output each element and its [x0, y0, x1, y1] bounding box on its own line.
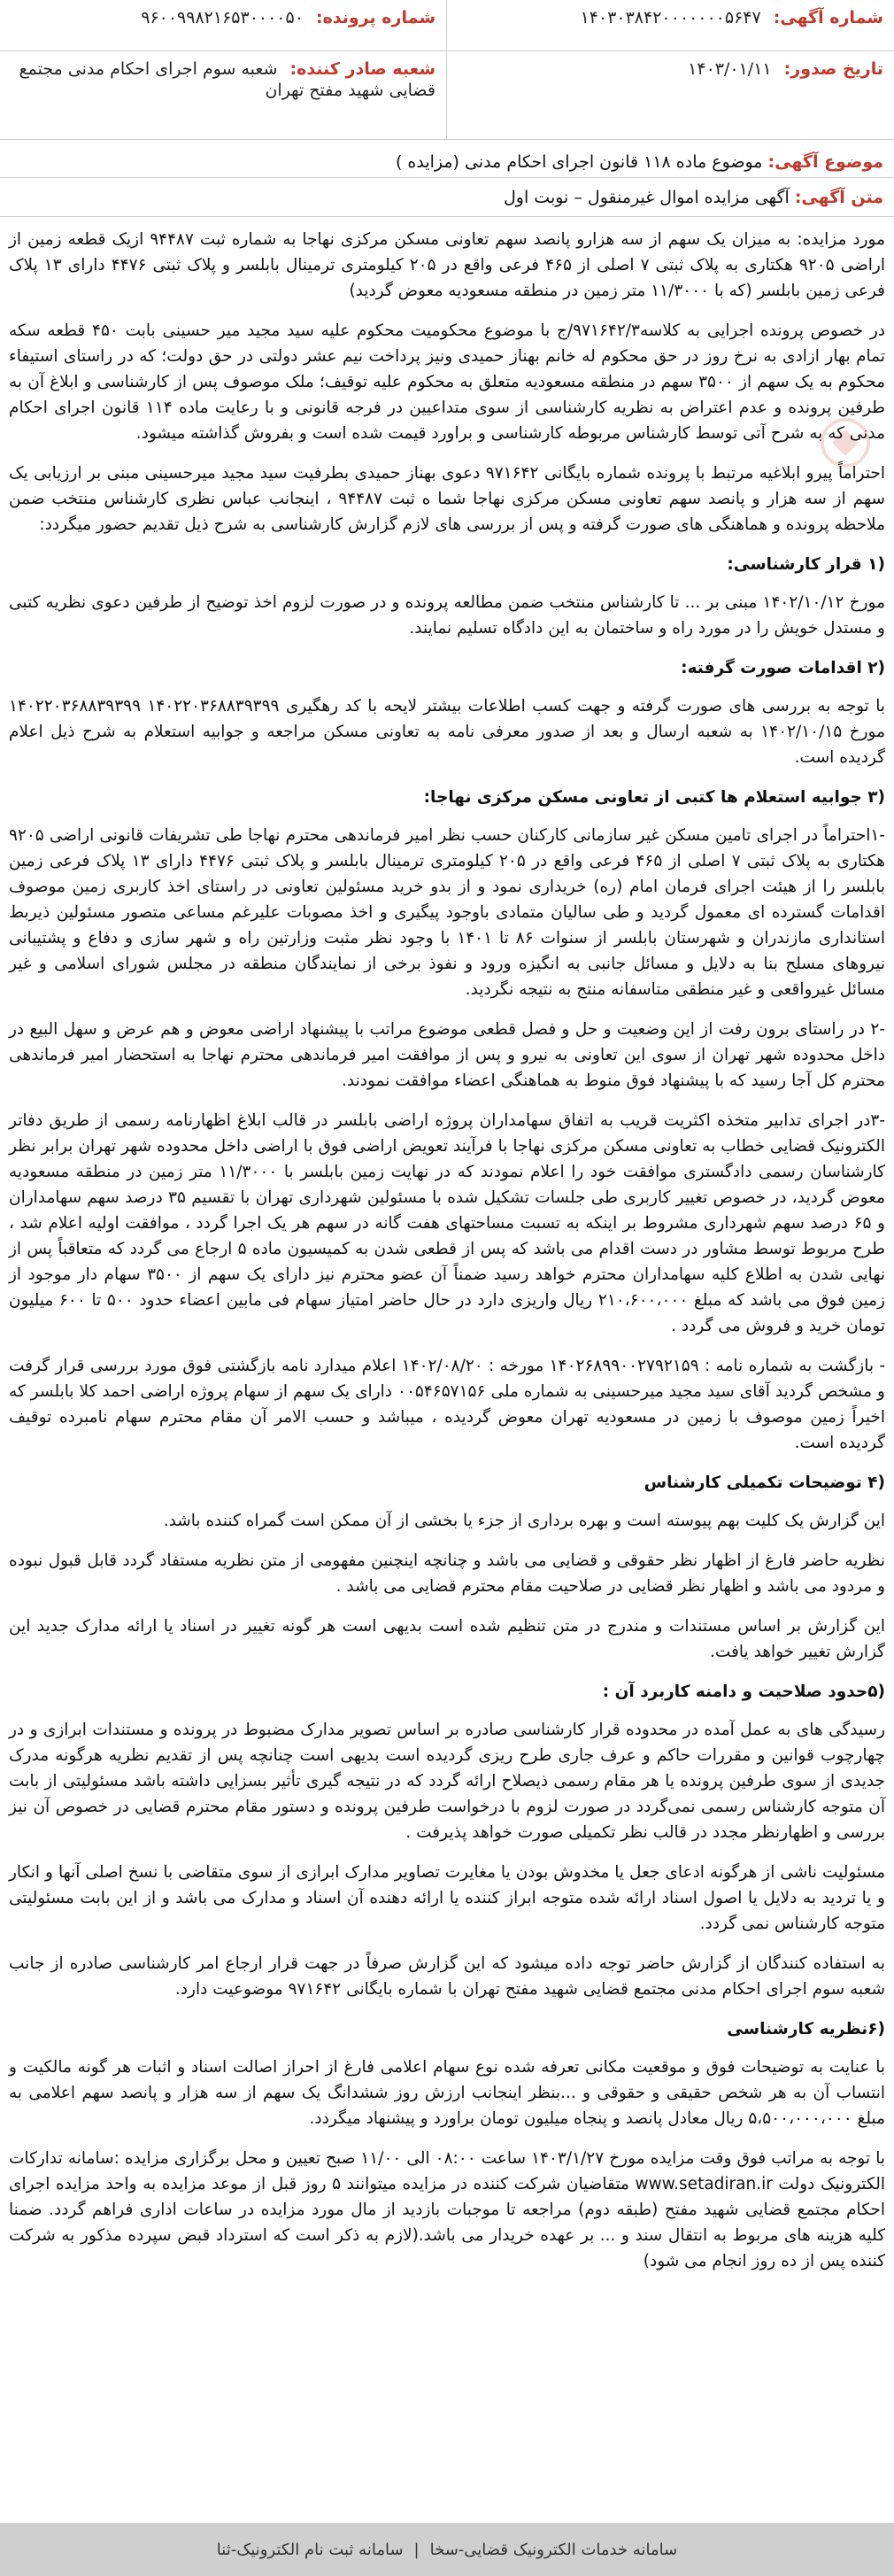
notice-content	[9, 227, 885, 2288]
paragraph: با توجه به مراتب فوق وقت مزایده مورخ ۱۴۰۳/۱/۲۷ ساعت ۰۸:۰۰ الی ۱۱/۰۰ صبح تعیین و محل برگزاری مزایده :سامانه تدارکات الکترونیک دولت www.setadiran.ir متقاضیان شرکت کننده در مزایده میتوانند ۵ روز قبل از موعد مزایده به واحد مزایده اجرای احکام مجتمع قضایی شهید مفتح (طبقه دوم) مراجعه تا موجبات بازدید از مال مورد مزایده در ساعات اداری فراهم گردد. ضمنا کلیه هزینه های مربوط به انتقال سند و ... بر عهده خریدار می باشد.(لازم به ذکر است که استرداد قبض سپرده مذکور به شرکت کننده پس از ده روز انجام می شود)	[9, 2149, 886, 2270]
case-number-label: شماره پرونده:	[315, 8, 435, 27]
paragraph: به استفاده کنندگان از گزارش حاضر توجه داده میشود که این گزارش صرفاً در جهت قرار ارجاع امر کارشناسی صادره از جانب شعبه سوم اجرای احکام مدنی مجتمع قضایی شهید مفتح تهران با شماره بایگانی ۹۷۱۶۴۲ موضوعیت دارد.	[9, 1954, 885, 1999]
notice-body-title	[504, 186, 883, 209]
subject-text: موضوع ماده ۱۱۸ قانون اجرای احکام مدنی (مزایده )	[395, 152, 763, 172]
issuing-branch-cell	[0, 51, 447, 140]
footer-bar	[0, 2523, 894, 2576]
case-number-cell	[0, 0, 447, 51]
section-heading: (۲ اقدامات صورت گرفته:	[681, 659, 885, 677]
section-heading: (۵حدود صلاحیت و دامنه کاربرد آن :	[602, 1683, 885, 1701]
footer-link-sana[interactable]: سامانه ثبت نام الکترونیک-ثنا	[216, 2540, 404, 2559]
issue-date-value: ۱۴۰۳/۰۱/۱۱	[688, 59, 772, 79]
paragraph: رسیدگی های به عمل آمده در محدوده قرار کارشناسی صادره بر اساس تصویر مدارک مضبوط در پرونده و مستندات ابرازی و در چهارچوب قوانین و مقررات حاکم و عرف جاری طرح ریزی گردیده است بدیهی است چنانچه پس از تقدیم نظریه هرگونه مدرک جدیدی از سوی طرفین پرونده یا هر مقام رسمی ذیصلاح ارائه گردد که در نتیجه گیری تأثیر بسزایی داشته باشد مسئولیتی از بابت آن متوجه کارشناس رسمی نمی‌گردد در صورت لزوم با درخواست طرفین پرونده و دستور مقام محترم قضایی در خصوص آن نیز بررسی و اظهارنظر مجدد در قالب نظر تکمیلی صورت خواهد پذیرفت .	[9, 1721, 885, 1842]
paragraph: احتراماً پیرو ابلاغیه مرتبط با پرونده شماره بایگانی ۹۷۱۶۴۲ دعوی بهناز حمیدی بطرفیت سید مجید میرحسینی مبنی بر ارزیابی یک سهم از سه هزار و پانصد سهم تعاونی مسکن مرکزی نهاجا شما ه ثبت ۹۴۴۸۷ ، اینجانب عباس نظری کارشناس منتخب ضمن ملاحظه پرونده و هماهنگی های صورت گرفته و پس از بررسی های لازم گزارش کارشناسی به شرح ذیل تقدیم حضور میگردد:	[9, 464, 885, 534]
body-title-text: آگهی مزایده اموال غیرمنقول – نوبت اول	[504, 188, 790, 207]
paragraph: - بازگشت به شماره نامه : ۱۴۰۲۶۸۹۹۰۰۲۷۹۲۱۵۹ مورخه : ۱۴۰۲/۰۸/۲۰ اعلام میدارد نامه بازگشتی فوق مورد بررسی قرار گرفت و مشخص گردید آقای سید مجید میرحسینی به شماره ملی ۰۰۵۴۶۵۷۱۵۶ دارای یک سهم از سهام پروژه اراضی احمد کلا بابلسر که اخیراً زمین موصوف با زمین در مسعودیه تهران معوض گردیده ، میباشد و حسب الامر آن مقام محترم سهام نامبرده توقیف گردیده است.	[9, 1357, 886, 1452]
divider	[0, 177, 894, 178]
footer-link-sakha[interactable]: سامانه خدمات الکترونیک قضایی-سخا	[429, 2540, 678, 2559]
notice-number-cell	[447, 0, 894, 51]
notice-number-label: شماره آگهی:	[773, 8, 883, 27]
header-row-2	[0, 51, 894, 140]
notice-subject	[396, 151, 883, 174]
paragraph: این گزارش بر اساس مستندات و مندرج در متن تنظیم شده است بدیهی است هر گونه تغییر در اسناد یا ارائه مدارک جدید این گزارش تغییر خواهد یافت.	[9, 1617, 885, 1661]
paragraph: -۲ در راستای برون رفت از این وضعیت و حل و فصل قطعی موضوع مراتب با پیشنهاد اراضی معوض و هم عرض و سهل البیع در داخل محدوده شهر تهران از سوی این تعاونی به نیرو و پس از موافقت امیر فرماندهی محترم نهاجا به استحضار امیر فرماندهی محترم کل آجا رسید که با پیشنهاد فوق منوط به هماهنگی اعضاء موافقت نمودند.	[9, 1020, 885, 1090]
issue-date-cell	[447, 51, 894, 140]
paragraph: -۱احتراماً در اجرای تامین مسکن غیر سازمانی کارکنان حسب نظر امیر فرماندهی محترم نهاجا طی تشریفات قانونی اراضی ۹۲۰۵ هکتاری به پلاک ثبتی ۷ اصلی از ۴۶۵ فرعی واقع در ۲۰۵ کیلومتری ترمینال بابلسر و پلاک ثبتی ۴۴۷۶ دارای ۱۳ پلاک فرعی زمین بابلسر را از هیئت اجرای فرمان امام (ره) خریداری نمود و از بدو خرید مسئولین تعاونی در راستای اخذ کاربری زمین موصوف اقدامات گسترده ای معمول گردید و طی سالیان متمادی باوجود پیگیری و اخذ مصوبات علیرغم مساعی متصور مسئولین ذیربط استانداری مازندران و شهرستان بابلسر از سنوات ۸۶ تا ۱۴۰۱ با وجود نظر مثبت وزارتین راه و شهر سازی و دفاع و پشتیبانی نیروهای مسلح بنا به دلایل و مسائل جانبی به انگیزه ورود و نفوذ برخی از نمایندگان منطقه در مجلس شورای اسلامی و غیر مسائل غیرواقعی و غیر منطقی متاسفانه منتج به نتیجه نگردید.	[9, 826, 886, 999]
paragraph: با توجه به بررسی های صورت گرفته و جهت کسب اطلاعات بیشتر لایحه با کد رهگیری ۱۴۰۲۲۰۳۶۸۸۳۹۳۹۹ ۱۴۰۲۲۰۳۶۸۸۳۹۳۹۹ مورخ ۱۴۰۲/۱۰/۱۵ به شعبه ارسال و بعد از صدور معرفی نامه به تعاونی مسکن مراجعه و جوابیه استعلام به شرح ذیل اعلام گردیده است.	[9, 697, 885, 767]
issuing-branch-label: شعبه صادر کننده:	[289, 59, 435, 79]
section-heading: (۴ توضیحات تکمیلی کارشناس	[644, 1474, 885, 1492]
paragraph: در خصوص پرونده اجرایی به کلاسه۹۷۱۶۴۲/۳/ج با موضوع محکومیت محکوم علیه سید مجید میر حسینی بابت ۴۵۰ قطعه سکه تمام بهار ازادی به نرخ روز در حق محکوم له خانم بهناز حمیدی ونیز پرداخت نیم عشر دولتی در حق دولت؛ که در راستای استیفاء محکوم به یک سهم از ۳۵۰۰ سهم در منطقه مسعودیه متعلق به محکوم علیه توقیف؛ ملک موصوف پس از کارشناسی و ابلاغ آن به طرفین پرونده و عدم اعتراض به نظریه کارشناسی از سوی متداعیین در فرجه قانونی و با رعایت ماده ۱۱۴ قانون اجرای احکام مدنی که به شرح آتی توسط کارشناس مربوطه کارشناسی و براورد قیمت شده است و بفروش گذاشته میشود.	[9, 321, 886, 443]
body-title-label: متن آگهی:	[794, 188, 883, 207]
issue-date-label: تاریخ صدور:	[783, 59, 883, 79]
case-number-value: ۹۶۰۰۹۹۸۲۱۶۵۳۰۰۰۰۵۰	[141, 8, 304, 27]
subject-label: موضوع آگهی:	[767, 152, 883, 172]
paragraph: این گزارش یک کلیت بهم پیوسته است و بهره برداری از جزء یا بخشی از آن ممکن است گمراه کننده باشد.	[163, 1512, 885, 1530]
footer-separator: |	[413, 2540, 420, 2559]
header-row-1	[0, 0, 894, 51]
paragraph: نظریه حاضر فارغ از اظهار نظر حقوقی و قضایی می باشد و چنانچه اینچنین مفهومی از متن نظریه مستفاد گردد قابل قبول نبوده و مردود می باشد و اظهار نظر قضایی در صلاحیت مقام محترم قضایی می باشد .	[9, 1551, 885, 1596]
notice-number-value: ۱۴۰۳۰۳۸۴۲۰۰۰۰۰۰۰۵۶۴۷	[580, 8, 761, 27]
paragraph: مورخ ۱۴۰۲/۱۰/۱۲ مبنی بر ... تا کارشناس منتخب ضمن مطالعه پرونده و در صورت لزوم اخذ توضیح از طرفین دعوی نظریه کتبی و مستدل خویش را در مورد راه و ساختمان به این دادگاه تسلیم نمایند.	[9, 593, 885, 638]
paragraph: با عنایت به توضیحات فوق و موقعیت مکانی تعرفه شده نوع سهام اعلامی فارغ از احراز اصالت اسناد و اثبات هر گونه مالکیت و انتساب آن به هر شخص حقیقی و حقوقی و ...بنظر اینجانب ارزش روز ششدانگ یک سهم از سه هزار و پانصد سهم اعلامی به مبلغ ۵،۵۰۰،۰۰۰،۰۰۰ ریال معادل پانصد و پنجاه میلیون تومان براورد و پیشنهاد میگردد.	[9, 2058, 885, 2128]
paragraph: -۳در اجرای تدابیر متخذه اکثریت قریب به اتفاق سهامداران پروژه اراضی بابلسر در قالب ابلاغ اظهارنامه رسمی از طریق دفاتر الکترونیک قضایی خطاب به تعاونی مسکن مرکزی نهاجا با فرآیند تعویض اراضی فوق با اراضی داخل محدوده شهر تهران برابر نظر کارشناسان رسمی دادگستری موافقت خود را اعلام نمودند که در نهایت زمین بابلسر با ۱۱/۳۰۰۰ متر زمین در منطقه مسعودیه معوض گردید، در خصوص تغییر کاربری طی جلسات تشکیل شده با مسئولین شهرداری تهران با تقسیم ۳۵ درصد سهم سهامداران و ۶۵ درصد سهم شهرداری مشروط بر اینکه به تسبت مساحتهای هفت گانه در سهم هر یک اجرا گردد ، موافقت اولیه اعلام شد ، طرح مربوط توسط مشاور در دست اقدام می باشد که پس از قطعی شدن به کمیسیون ماده ۵ ارجاع می گردد که متعاقباً پس از نهایی شدن به اطلاع کلیه سهامداران محترم خواهد رسید ضمناً آن عضو محترم نیز دارای یک سهم از ۳۵۰۰ سهام دار موجود از زمین فوق می باشد که مبلغ ۲۱۰،۶۰۰،۰۰۰ ریال واریزی دارد در حال حاضر امتیاز سهام فی مابین اعضاء حدود ۵۰۰ تا ۶۰۰ میلیون تومان خرید و فروش می گردد .	[9, 1111, 885, 1335]
section-heading: (۶نظریه کارشناسی	[727, 2020, 885, 2038]
paragraph: مسئولیت ناشی از هرگونه ادعای جعل یا مخدوش بودن یا مغایرت تصاویر مدارک ابرازی از سوی متقاضی با نسخ اصلی آنها و انکار و یا تردید به دلایل یا اصول اسناد ارائه شده متوجه ابراز کننده یا ارائه دهنده آن اسناد و مدارک می باشد و از این بابت مسئولیتی متوجه کارشناس نمی گردد.	[9, 1863, 885, 1933]
divider	[0, 216, 894, 217]
paragraph: مورد مزایده: به میزان یک سهم از سه هزارو پانصد سهم تعاونی مسکن مرکزی نهاجا به شماره ثبت ۹۴۴۸۷ ازیک قطعه زمین از اراضی ۹۲۰۵ هکتاری به پلاک ثبتی ۷ اصلی از ۴۶۵ فرعی واقع در ۲۰۵ کیلومتری ترمینال بابلسر و پلاک ثبتی ۴۴۷۶ دارای ۱۳ پلاک فرعی زمین بابلسر (که با ۱۱/۳۰۰۰ متر زمین در منطقه مسعودیه معوض گردید)	[9, 230, 886, 300]
section-heading: (۳ جوابیه استعلام ها کتبی از تعاونی مسکن مرکزی نهاجا:	[423, 788, 885, 807]
issuing-branch-value: شعبه سوم اجرای احکام مدنی مجتمع قضایی شهید مفتح تهران	[19, 59, 435, 100]
section-heading: (۱ قرار کارشناسی:	[727, 555, 885, 574]
